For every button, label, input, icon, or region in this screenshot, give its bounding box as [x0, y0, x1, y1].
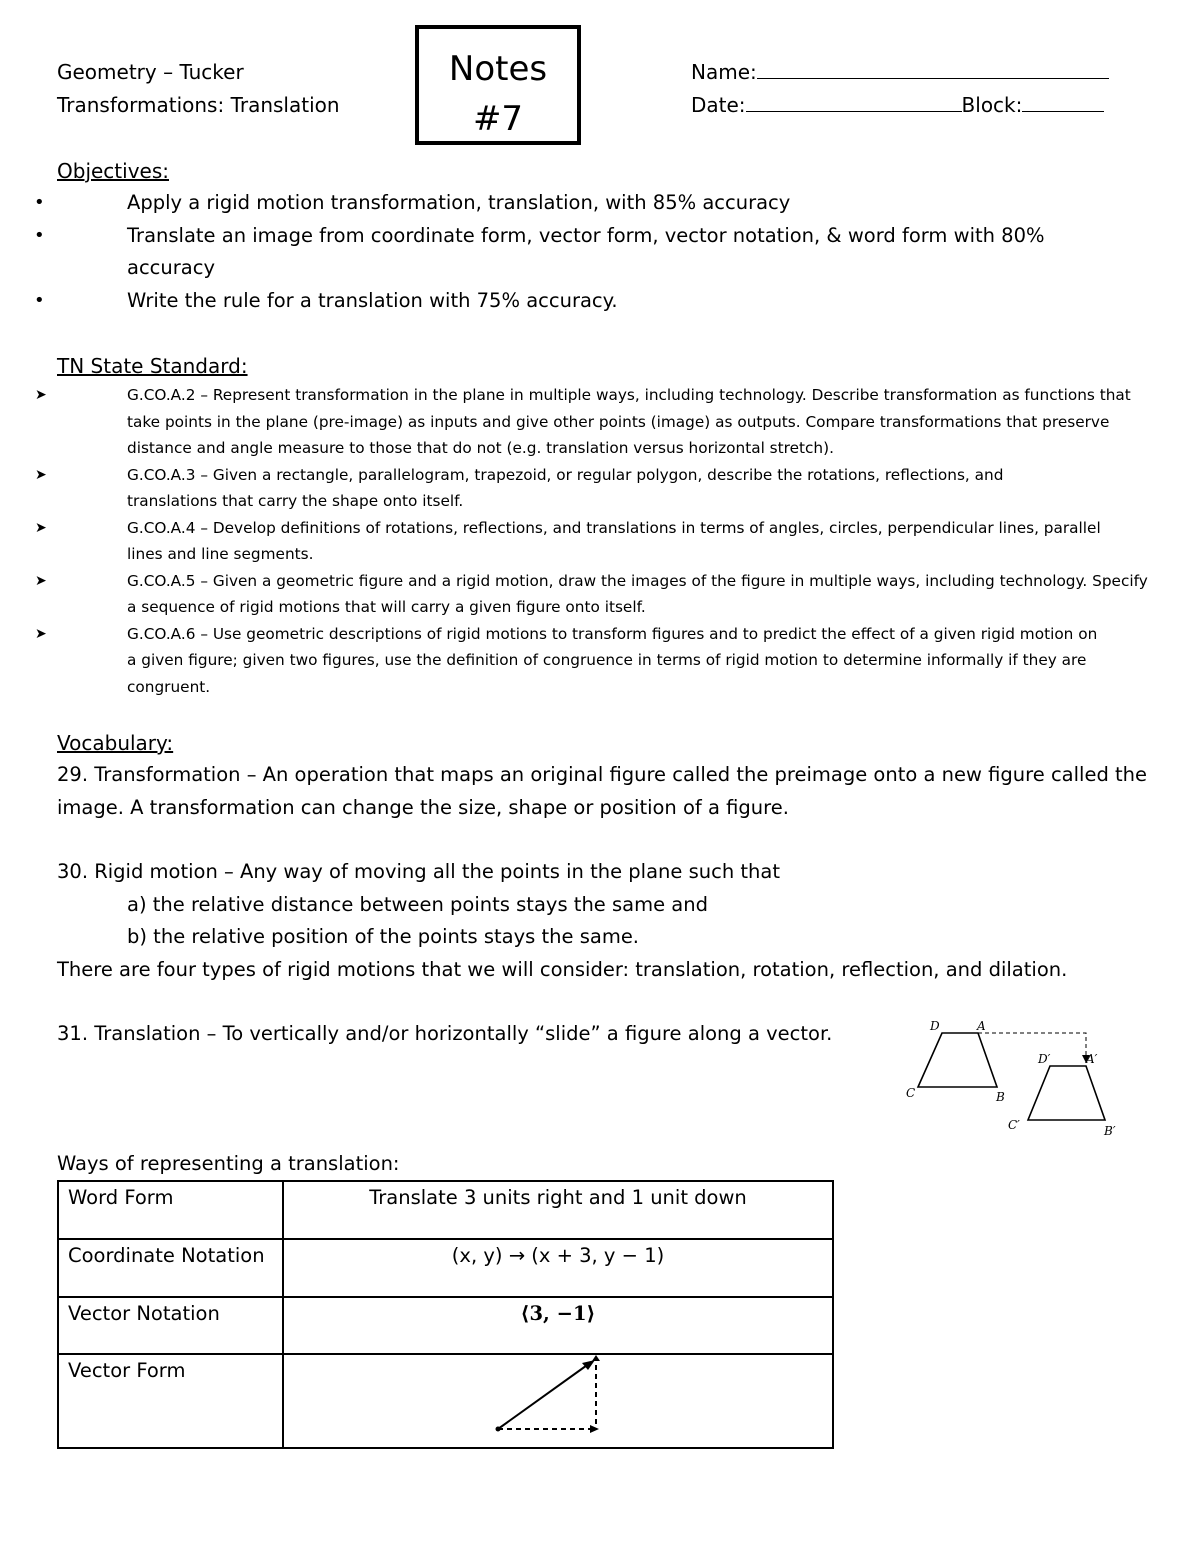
horizontal-arrowhead	[590, 1425, 599, 1433]
row-value: ⟨3, −1⟩	[283, 1297, 833, 1354]
row-value: (x, y) → (x + 3, y − 1)	[283, 1239, 833, 1297]
label-d: D	[930, 1019, 940, 1033]
label-b: B	[996, 1090, 1005, 1104]
standards-list	[0, 382, 1150, 700]
vocab-30-b: b) the relative position of the points stays the same.	[127, 925, 640, 948]
notes-number: #7	[472, 99, 524, 139]
representations-table	[57, 1180, 834, 1449]
vector-origin-point	[496, 1427, 501, 1432]
standard-item: ➤ G.CO.A.2 – Represent transformation in the plane in multiple ways, including technology. Describe transformation as functions that take points in the plane (pre-image) as inputs and give other points (image) as outputs. Compare transformations that preserve distance and angle measure to those that do not (e.g. translation versus horizontal stretch).	[0, 382, 1150, 462]
translation-diagram	[900, 1015, 1140, 1140]
standard-item: ➤ G.CO.A.5 – Given a geometric figure and a rigid motion, draw the images of the figure in multiple ways, including technology. Specify a sequence of rigid motions that will carry a given figure onto itself.	[0, 568, 1150, 621]
row-label: Vector Notation	[58, 1297, 283, 1354]
header-left	[57, 56, 340, 122]
vector-form-cell	[283, 1354, 833, 1448]
objective-item: • Translate an image from coordinate form, vector form, vector notation, & word form with 80% accuracy	[0, 220, 1090, 285]
name-label: Name:	[691, 60, 757, 84]
translation-vector-path	[978, 1033, 1086, 1061]
standard-item: ➤ G.CO.A.4 – Develop definitions of rotations, reflections, and translations in terms of angles, circles, perpendicular lines, parallel lines and line segments.	[0, 515, 1150, 568]
objective-item: • Apply a rigid motion transformation, translation, with 85% accuracy	[0, 187, 1090, 220]
date-block-line	[691, 89, 1151, 122]
standard-item: ➤ G.CO.A.6 – Use geometric descriptions of rigid motions to transform figures and to predict the effect of a given rigid motion on a given figure; given two figures, use the definition of congruence in terms of rigid motion to determine informally if they are congruent.	[0, 621, 1150, 701]
course-title: Geometry – Tucker	[57, 60, 244, 84]
vocab-30-a: a) the relative distance between points stays the same and	[127, 892, 708, 916]
vocab-30-note: There are four types of rigid motions that we will consider: translation, rotation, reflection, and dilation.	[57, 957, 1068, 981]
representations-title: Ways of representing a translation:	[57, 1152, 400, 1175]
preimage-trapezoid	[918, 1033, 997, 1087]
name-blank[interactable]	[757, 56, 1109, 79]
header-right	[691, 56, 1151, 122]
table-row	[58, 1181, 833, 1239]
label-c: C	[906, 1086, 916, 1100]
row-label: Word Form	[58, 1181, 283, 1239]
standard-item: ➤ G.CO.A.3 – Given a rectangle, parallelogram, trapezoid, or regular polygon, describe the rotations, reflections, and translations that carry the shape onto itself.	[0, 462, 1150, 515]
vocab-29: 29. Transformation – An operation that maps an original figure called the preimage onto a new figure called the image. A transformation can change the size, shape or position of a figure.	[57, 763, 1148, 819]
row-label: Coordinate Notation	[58, 1239, 283, 1297]
block-blank[interactable]	[1022, 89, 1104, 112]
standards-title: TN State Standard:	[57, 354, 248, 378]
table-row	[58, 1239, 833, 1297]
vertical-arrowhead	[592, 1355, 600, 1361]
notes-number-box	[415, 25, 581, 145]
date-label: Date:	[691, 93, 746, 117]
label-a: A	[977, 1019, 986, 1033]
objectives-title: Objectives:	[57, 159, 169, 183]
objective-item: • Write the rule for a translation with 75% accuracy.	[0, 285, 1090, 318]
table-row	[58, 1354, 833, 1448]
vocab-30-intro: 30. Rigid motion – Any way of moving all the points in the plane such that	[57, 860, 781, 883]
row-value: Translate 3 units right and 1 unit down	[283, 1181, 833, 1239]
vocabulary-title: Vocabulary:	[57, 731, 174, 755]
label-c-prime: C′	[1008, 1118, 1020, 1132]
date-blank[interactable]	[746, 89, 962, 112]
block-label: Block:	[961, 93, 1023, 117]
unit-title: Transformations: Translation	[57, 93, 340, 117]
image-trapezoid	[1028, 1066, 1105, 1120]
row-label: Vector Form	[58, 1354, 283, 1448]
label-d-prime: D′	[1038, 1052, 1051, 1066]
standards-section	[57, 350, 1157, 700]
objectives-list	[0, 187, 1090, 317]
notes-label: Notes	[448, 49, 548, 89]
vector-arrow-line	[498, 1363, 590, 1429]
label-b-prime: B′	[1104, 1124, 1116, 1138]
vocab-31: 31. Translation – To vertically and/or horizontally “slide” a figure along a vector.	[57, 1022, 833, 1045]
vocabulary-section	[57, 727, 1152, 1051]
table-row	[58, 1297, 833, 1354]
vector-form-diagram	[284, 1355, 832, 1447]
objectives-section	[57, 155, 1147, 317]
label-a-prime: A′	[1086, 1052, 1098, 1066]
name-line	[691, 56, 1151, 89]
